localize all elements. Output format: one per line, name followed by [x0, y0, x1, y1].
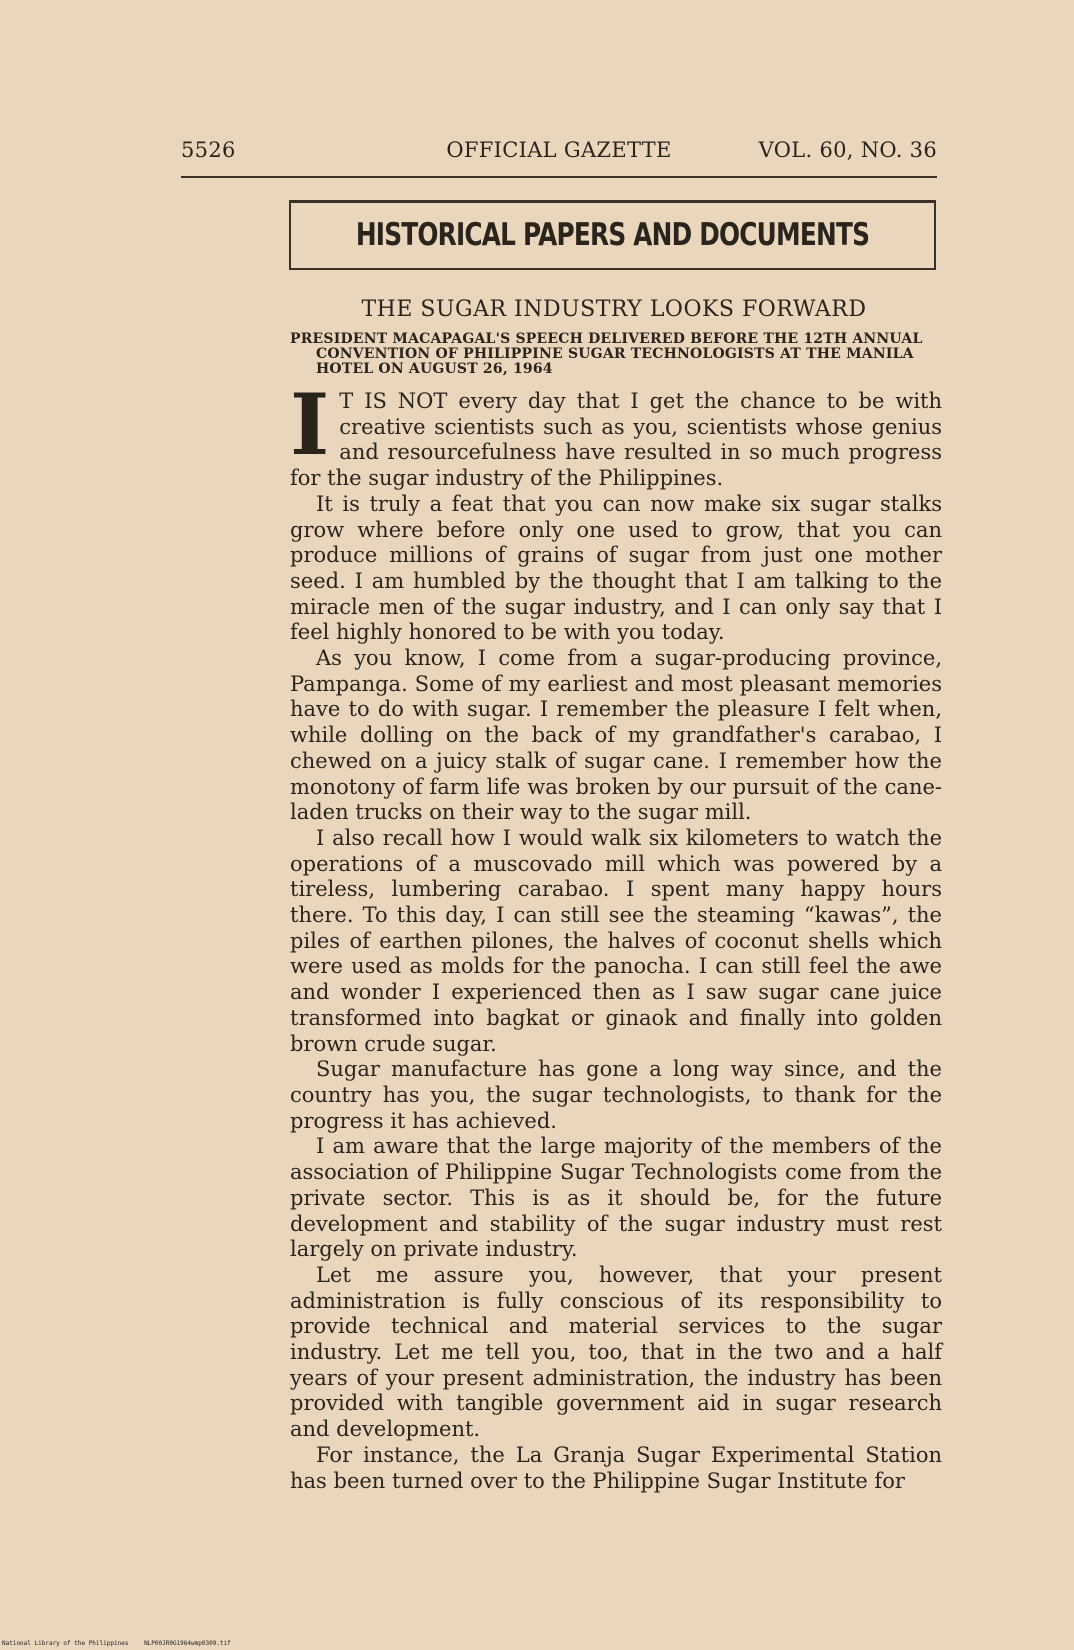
paragraph — [290, 375, 942, 492]
paragraph-text: T IS NOT every day that I get the chance to be with creative scientists such as you, scientists whose genius and resourcefulness have resulted in so much progress for the sugar industry of the Philippines. — [290, 389, 942, 491]
paragraph: For instance, the La Granja Sugar Experimental Station has been turned over to the Philippine Sugar Institute for — [290, 1442, 942, 1493]
paragraph: I also recall how I would walk six kilometers to watch the operations of a muscovado mill which was powered by a tireless, lumbering carabao. I spent many happy hours there. To this day, I can still see the steaming “kawas”, the piles of earthen pilones, the halves of coconut shells which were used as molds for the panocha. I can still feel the awe and wonder I experienced then as I saw sugar cane juice transformed into bagkat or ginaok and finally into golden brown crude sugar. — [290, 825, 942, 1056]
page-number: 5526 — [181, 138, 236, 162]
header-rule — [181, 176, 937, 178]
section-banner-title: HISTORICAL PAPERS AND DOCUMENTS — [355, 217, 870, 253]
paragraph: As you know, I come from a sugar-producing province, Pampanga. Some of my earliest and most pleasant memories have to do with sugar. I remember the pleasure I felt when, while dolling on the back of my grandfather's carabao, I chewed on a juicy stalk of sugar cane. I remember how the monotony of farm life was broken by our pursuit of the cane-laden trucks on their way to the sugar mill. — [290, 646, 942, 825]
section-banner — [289, 200, 936, 270]
article-title: THE SUGAR INDUSTRY LOOKS FORWARD — [361, 297, 867, 322]
scan-footer — [2, 1640, 243, 1647]
paragraph: It is truly a feat that you can now make six sugar stalks grow where before only one used to grow, that you can produce millions of grains of sugar from just one mother seed. I am humbled by the thought that I am talking to the miracle men of the sugar industry, and I can only say that I feel highly honored to be with you today. — [290, 491, 942, 645]
file-id: NLP00JR0G1964wmp0309.tif — [144, 1640, 231, 1647]
drop-cap: I — [290, 375, 330, 474]
paragraph: I am aware that the large majority of the members of the association of Philippine Sugar Technologists come from the private sector. This is as it should be, for the future development and stability of the sugar industry must rest largely on private industry. — [290, 1134, 942, 1262]
paragraph: Let me assure you, however, that your present administration is fully conscious of its responsibility to provide technical and material services to the sugar industry. Let me tell you, too, that in the two and a half years of your present administration, the industry has been provided with tangible government aid in sugar research and development. — [290, 1262, 942, 1442]
running-header — [181, 138, 937, 168]
publication-title: OFFICIAL GAZETTE — [446, 138, 672, 162]
library-credit: National Library of the Philippines — [2, 1640, 129, 1647]
paragraph: Sugar manufacture has gone a long way since, and the country has you, the sugar technologists, to thank for the progress it has achieved. — [290, 1057, 942, 1133]
article-body — [290, 375, 942, 1494]
volume-number: VOL. 60, NO. 36 — [758, 138, 937, 162]
article-subtitle: PRESIDENT MACAPAGAL'S SPEECH DELIVERED BEFORE THE 12TH ANNUAL CONVENTION OF PHILIPPINE SUGAR TECHNOLOGISTS AT THE MANILA HOTEL ON AUGUST 26, 1964 — [290, 331, 923, 377]
